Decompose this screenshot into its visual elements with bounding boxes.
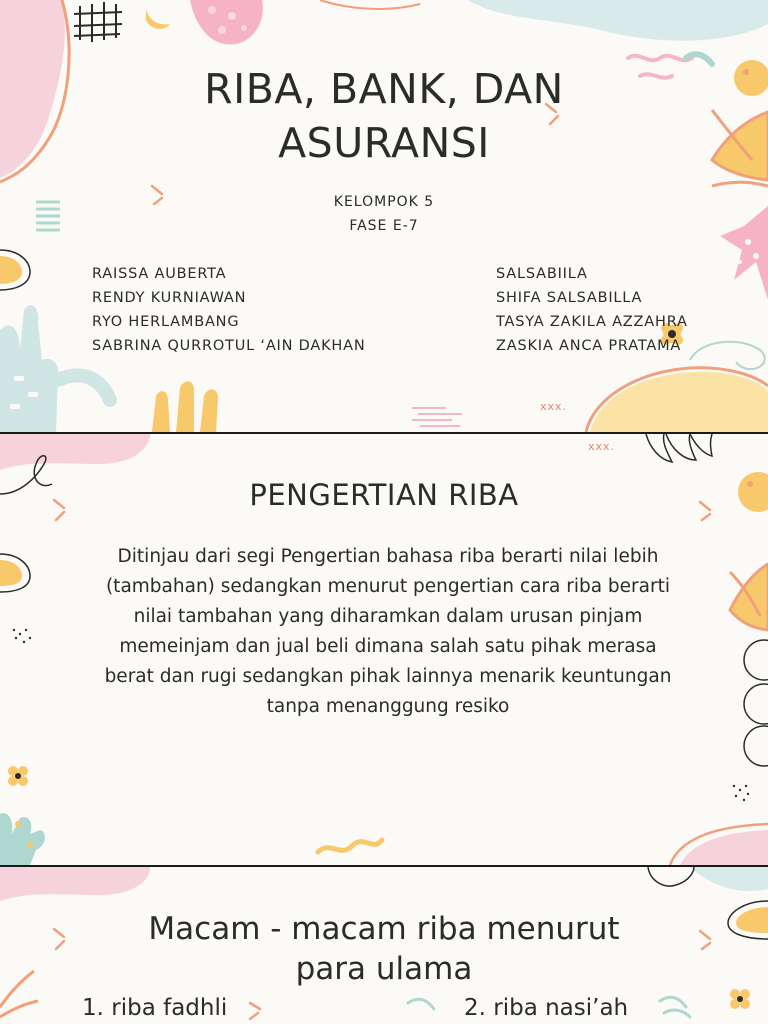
definition-paragraph xyxy=(60,542,716,722)
presentation-title xyxy=(0,62,768,170)
member-name: RYO HERLAMBANG xyxy=(92,314,240,330)
title-line-1: RIBA, BANK, DAN xyxy=(204,65,564,113)
slide-definition xyxy=(0,434,768,865)
paragraph-line: (tambahan) sedangkan menurut pengertian cara riba berarti xyxy=(105,576,671,597)
paragraph-line: memeinjam dan jual beli dimana salah satu pihak merasa xyxy=(119,636,657,657)
paragraph-line: Ditinjau dari segi Pengertian bahasa riba berarti nilai lebih xyxy=(117,546,659,567)
member-name: RENDY KURNIAWAN xyxy=(92,290,247,306)
phase-label: FASE E-7 xyxy=(349,218,419,234)
paragraph-line: nilai tambahan yang diharamkan dalam urusan pinjam xyxy=(133,606,643,627)
slide-title xyxy=(0,0,768,432)
paragraph-line: tanpa menanggung resiko xyxy=(266,696,510,717)
decorative-text: xxx. xyxy=(588,440,616,453)
slide-types xyxy=(0,867,768,1024)
riba-type-item: 1. riba fadhli xyxy=(82,995,228,1021)
members-right-column xyxy=(496,262,688,358)
decorative-text: xxx. xyxy=(540,400,568,413)
member-name: RAISSA AUBERTA xyxy=(92,266,227,282)
member-name: SALSABIILA xyxy=(496,266,588,282)
title-line-2: para ulama xyxy=(295,951,473,987)
section-title xyxy=(0,909,768,989)
member-name: ZASKIA ANCA PRATAMA xyxy=(496,338,682,354)
members-left-column xyxy=(92,262,365,358)
section-title: PENGERTIAN RIBA xyxy=(249,478,519,512)
title-line-1: Macam - macam riba menurut xyxy=(148,911,620,947)
paragraph-line: berat dan rugi sedangkan pihak lainnya menarik keuntungan xyxy=(104,666,672,687)
riba-type-item: 2. riba nasi’ah xyxy=(464,995,629,1021)
title-line-2: ASURANSI xyxy=(278,119,490,167)
member-name: SHIFA SALSABILLA xyxy=(496,290,643,306)
member-name: TASYA ZAKILA AZZAHRA xyxy=(496,314,688,330)
group-label: KELOMPOK 5 xyxy=(333,194,435,210)
member-name: SABRINA QURROTUL ‘AIN DAKHAN xyxy=(92,338,366,354)
